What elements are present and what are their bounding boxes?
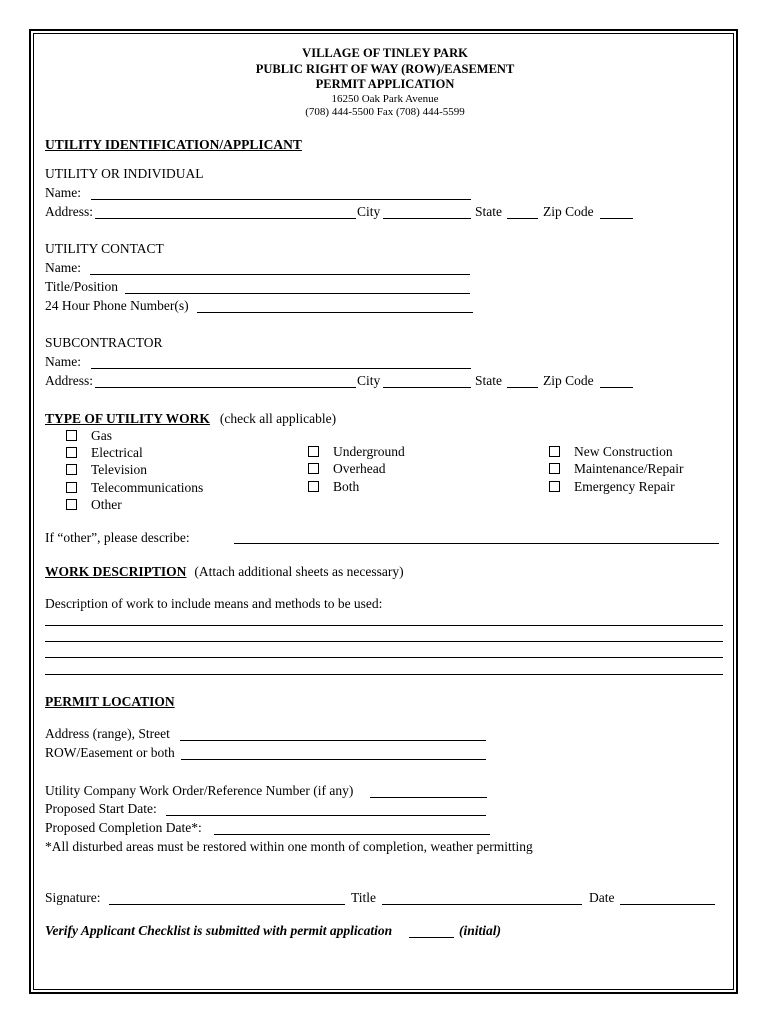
subcontractor-label: SUBCONTRACTOR <box>45 335 163 350</box>
location-row-label: ROW/Easement or both <box>45 745 175 760</box>
checkbox-telecommunications[interactable]: Telecommunications <box>66 480 203 496</box>
checkbox-new-construction[interactable]: New Construction <box>549 444 673 460</box>
utility-section-heading: UTILITY IDENTIFICATION/APPLICANT <box>45 137 302 152</box>
org-name: VILLAGE OF TINLEY PARK <box>302 46 468 60</box>
location-address-field[interactable] <box>180 740 486 741</box>
individual-city-label: City <box>357 204 381 219</box>
work-description-prompt: Description of work to include means and methods to be used: <box>45 596 383 611</box>
individual-zip-field[interactable] <box>600 218 633 219</box>
individual-zip-label: Zip Code <box>543 204 594 219</box>
individual-state-label: State <box>475 204 502 219</box>
checkbox-television[interactable]: Television <box>66 462 147 478</box>
signature-field[interactable] <box>109 904 345 905</box>
individual-state-field[interactable] <box>507 218 538 219</box>
checkbox-underground[interactable]: Underground <box>308 444 405 460</box>
contact-phone-label: 24 Hour Phone Number(s) <box>45 298 189 313</box>
contact-title-field[interactable] <box>125 293 470 294</box>
checkbox-icon[interactable] <box>549 481 560 492</box>
utility-contact-label: UTILITY CONTACT <box>45 241 164 256</box>
other-describe-label: If “other”, please describe: <box>45 530 190 545</box>
checkbox-icon[interactable] <box>66 464 77 475</box>
checkbox-icon[interactable] <box>549 463 560 474</box>
signature-label: Signature: <box>45 890 101 905</box>
permit-location-heading: PERMIT LOCATION <box>45 694 175 709</box>
checkbox-emergency-repair[interactable]: Emergency Repair <box>549 479 675 495</box>
checkbox-icon[interactable] <box>549 446 560 457</box>
work-description-heading: WORK DESCRIPTION <box>45 564 187 579</box>
form-title-line1: PUBLIC RIGHT OF WAY (ROW)/EASEMENT <box>255 62 515 76</box>
signature-title-field[interactable] <box>382 904 582 905</box>
individual-address-field[interactable] <box>95 218 356 219</box>
signature-title-label: Title <box>351 890 377 905</box>
checkbox-icon[interactable] <box>308 463 319 474</box>
checkbox-icon[interactable] <box>308 481 319 492</box>
signature-date-label: Date <box>589 890 615 905</box>
individual-name-label: Name: <box>45 185 81 200</box>
work-type-note: (check all applicable) <box>219 411 337 426</box>
org-phone: (708) 444-5500 Fax (708) 444-5599 <box>305 106 465 118</box>
contact-name-field[interactable] <box>90 274 470 275</box>
subcontractor-state-field[interactable] <box>507 387 538 388</box>
work-type-heading: TYPE OF UTILITY WORK <box>45 411 210 426</box>
form-title-line2: PERMIT APPLICATION <box>315 77 455 91</box>
work-description-line-3[interactable] <box>45 657 723 658</box>
individual-city-field[interactable] <box>383 218 471 219</box>
contact-phone-field[interactable] <box>197 312 473 313</box>
location-address-label: Address (range), Street <box>45 726 170 741</box>
other-describe-field[interactable] <box>234 543 719 544</box>
checkbox-icon[interactable] <box>66 447 77 458</box>
utility-individual-label: UTILITY OR INDIVIDUAL <box>45 166 204 181</box>
subcontractor-zip-label: Zip Code <box>543 373 594 388</box>
signature-date-field[interactable] <box>620 904 715 905</box>
checkbox-icon[interactable] <box>66 430 77 441</box>
individual-address-label: Address: <box>45 204 93 219</box>
subcontractor-name-label: Name: <box>45 354 81 369</box>
work-description-line-4[interactable] <box>45 674 723 675</box>
subcontractor-address-field[interactable] <box>95 387 356 388</box>
initial-field[interactable] <box>409 937 454 938</box>
work-order-field[interactable] <box>370 797 487 798</box>
subcontractor-address-label: Address: <box>45 373 93 388</box>
work-order-label: Utility Company Work Order/Reference Number (if any) <box>45 783 354 798</box>
checkbox-both[interactable]: Both <box>308 479 359 495</box>
subcontractor-name-field[interactable] <box>91 368 471 369</box>
contact-name-label: Name: <box>45 260 81 275</box>
subcontractor-zip-field[interactable] <box>600 387 633 388</box>
location-row-field[interactable] <box>181 759 486 760</box>
completion-date-label: Proposed Completion Date*: <box>45 820 202 835</box>
checkbox-icon[interactable] <box>308 446 319 457</box>
completion-date-field[interactable] <box>214 834 490 835</box>
work-description-line-1[interactable] <box>45 625 723 626</box>
checkbox-icon[interactable] <box>66 482 77 493</box>
subcontractor-city-label: City <box>357 373 381 388</box>
checkbox-other[interactable]: Other <box>66 497 122 513</box>
checkbox-icon[interactable] <box>66 499 77 510</box>
checkbox-maintenance-repair[interactable]: Maintenance/Repair <box>549 461 683 477</box>
subcontractor-state-label: State <box>475 373 502 388</box>
work-description-note: (Attach additional sheets as necessary) <box>194 564 404 579</box>
start-date-field[interactable] <box>166 815 486 816</box>
start-date-label: Proposed Start Date: <box>45 801 157 816</box>
org-address: 16250 Oak Park Avenue <box>331 93 439 105</box>
work-description-heading-row <box>45 563 404 581</box>
work-description-line-2[interactable] <box>45 641 723 642</box>
restoration-footnote: *All disturbed areas must be restored within one month of completion, weather permitting <box>45 839 533 854</box>
initial-label: (initial) <box>459 923 502 938</box>
subcontractor-city-field[interactable] <box>383 387 471 388</box>
checkbox-gas[interactable]: Gas <box>66 428 112 444</box>
individual-name-field[interactable] <box>91 199 471 200</box>
checkbox-electrical[interactable]: Electrical <box>66 445 143 461</box>
work-type-heading-row <box>45 410 336 428</box>
checkbox-overhead[interactable]: Overhead <box>308 461 385 477</box>
verify-checklist-text: Verify Applicant Checklist is submitted with permit application <box>45 923 393 938</box>
contact-title-label: Title/Position <box>45 279 119 294</box>
